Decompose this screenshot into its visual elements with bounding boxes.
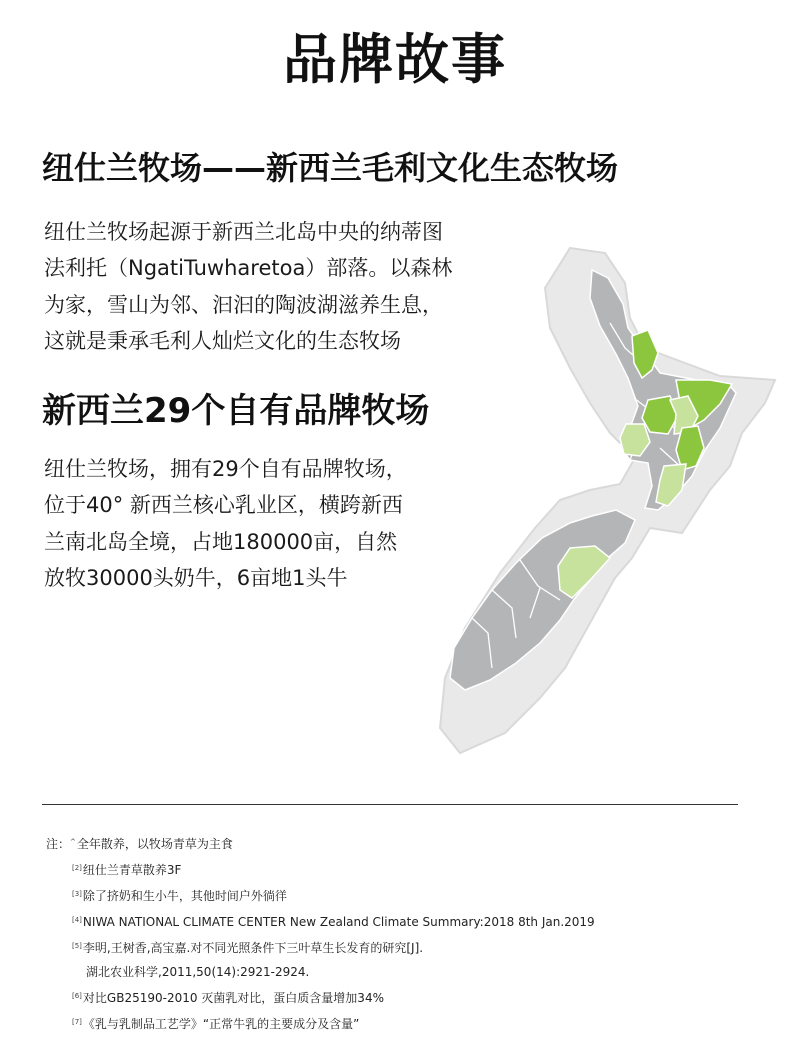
footnote-mark: [5] [72, 942, 82, 950]
page-title: 品牌故事 [283, 28, 507, 91]
paragraph-line: 纽仕兰牧场，拥有29个自有品牌牧场， [44, 457, 407, 481]
footnote-2 [46, 856, 595, 882]
footnotes [46, 830, 595, 1036]
footnote-mark: [4] [72, 916, 82, 924]
footnote-text: 纽仕兰青草散养3F [82, 863, 182, 877]
paragraph-line: 兰南北岛全境，占地180000亩，自然 [44, 529, 398, 554]
footnote-4 [46, 908, 595, 934]
paragraph-line: 放牧30000头奶牛，6亩地1头牛 [44, 565, 348, 590]
paragraph-line: 法利托（NgatiTuwharetoa）部落。以森林 [44, 256, 453, 281]
footnote-text: 全年散养，以牧场青草为主食 [76, 837, 233, 851]
new-zealand-ranch-map [420, 228, 790, 788]
footnote-6 [46, 984, 595, 1010]
footnote-7 [46, 1010, 595, 1036]
footnote-3 [46, 882, 595, 908]
paragraph-line: 为家，雪山为邻、汩汩的陶波湖滋养生息， [44, 292, 443, 317]
footnote-text: 《乳与乳制品工艺学》“正常牛乳的主要成分及含量” [82, 1017, 360, 1031]
section-heading-ranch-culture: 纽仕兰牧场——新西兰毛利文化生态牧场 [42, 149, 619, 187]
footnote-text: 对比GB25190-2010 灭菌乳对比，蛋白质含量增加34% [82, 991, 384, 1005]
footnote-mark: [7] [72, 1018, 82, 1026]
paragraph-line: 位于40° 新西兰核心乳业区，横跨新西 [44, 493, 403, 518]
footnote-text: 湖北农业科学,2011,50(14):2921-2924. [86, 965, 310, 979]
footnote-mark: [3] [72, 890, 82, 898]
footnote-text: 李明,王树香,高宝嘉.对不同光照条件下三叶草生长发育的研究[J]. [82, 941, 424, 955]
paragraph-line: 这就是秉承毛利人灿烂文化的生态牧场 [44, 328, 401, 353]
footnote-mark: [6] [72, 992, 82, 1000]
footnote-mark: ^ [70, 838, 76, 846]
notes-label: 注： [46, 837, 71, 851]
footnote-1 [46, 830, 595, 856]
footnote-text: 除了挤奶和生小牛，其他时间户外徜徉 [82, 889, 287, 903]
footnote-5 [46, 934, 595, 960]
footnote-mark: [2] [72, 864, 82, 872]
footnote-text: NIWA NATIONAL CLIMATE CENTER New Zealand Climate Summary:2018 8th Jan.2019 [82, 915, 595, 929]
paragraph-line: 纽仕兰牧场起源于新西兰北岛中央的纳蒂图 [44, 220, 443, 244]
footnote-5-continued [46, 960, 595, 984]
notes-divider [42, 804, 738, 805]
section-heading-29-ranches: 新西兰29个自有品牌牧场 [42, 391, 430, 431]
